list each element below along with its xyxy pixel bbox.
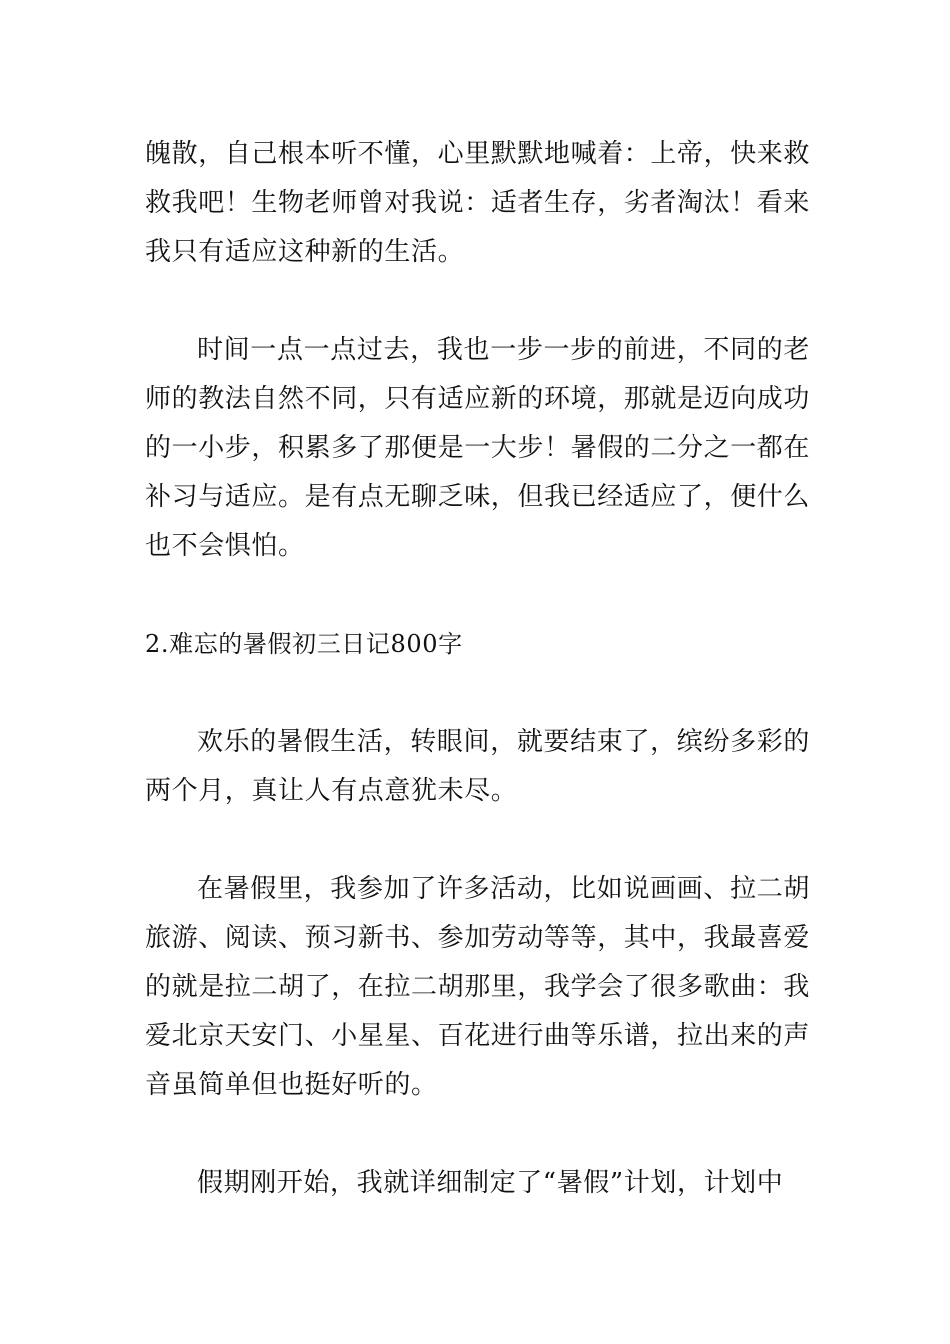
section-heading: 2.难忘的暑假初三日记800字 xyxy=(145,630,463,658)
paragraph-plan: 假期刚开始，我就详细制定了“暑假”计划，计划中 xyxy=(197,1168,784,1198)
paragraph-gap xyxy=(145,1110,810,1159)
paragraph-activities: 在暑假里，我参加了许多活动，比如说画画、拉二胡旅游、阅读、预习新书、参加劳动等等，其中，我最喜爱的就是拉二胡了，在拉二胡那里，我学会了很多歌曲：我爱北京天安门、小星星、百花进行曲等乐谱，拉出来的声音虽简单但也挺好听的。 xyxy=(145,874,811,1100)
paragraph-gap xyxy=(145,571,810,620)
paragraph-gap xyxy=(145,816,810,865)
paragraph-summer-intro: 欢乐的暑假生活，转眼间，就要结束了，缤纷多彩的两个月，真让人有点意犹未尽。 xyxy=(145,727,810,806)
paragraph-gap xyxy=(145,669,810,718)
paragraph-gap xyxy=(145,277,810,326)
paragraph-continuation: 魄散，自己根本听不懂，心里默默地喊着：上帝，快来救救我吧！生物老师曾对我说：适者生存，劣者淘汰！看来我只有适应这种新的生活。 xyxy=(145,139,811,267)
document-body xyxy=(145,130,810,1208)
paragraph-adaptation: 时间一点一点过去，我也一步一步的前进，不同的老师的教法自然不同，只有适应新的环境，那就是迈向成功的一小步，积累多了那便是一大步！暑假的二分之一都在补习与适应。是有点无聊乏味，但我已经适应了，便什么也不会惧怕。 xyxy=(145,335,811,561)
